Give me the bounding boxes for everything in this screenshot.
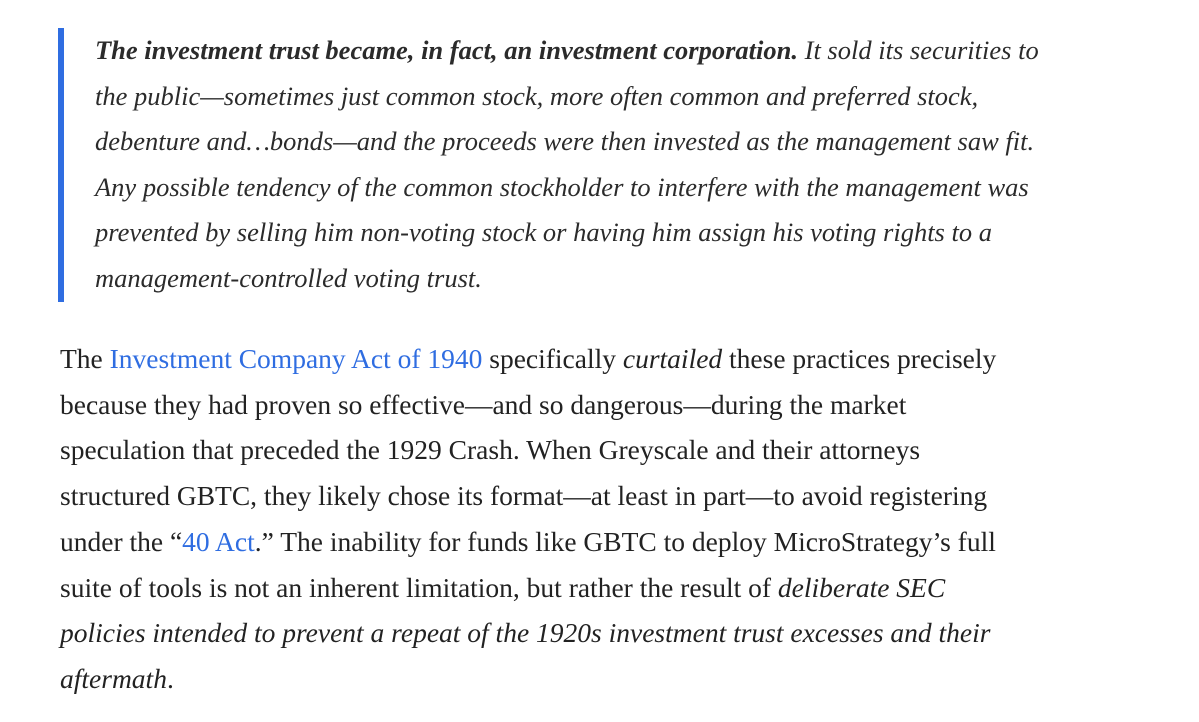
quote-bold-lead: The investment trust became, in fact, an investment corporation. (95, 35, 798, 65)
quote-line-4: Any possible tendency of the common stockholder to interfere with the management was (95, 171, 1029, 202)
para-line-5 (60, 519, 1170, 565)
quote-line-6: management-controlled voting trust. (95, 262, 482, 293)
para-line-6 (60, 565, 1170, 611)
para-text: . (166, 662, 174, 694)
para-line-7 (60, 610, 1170, 656)
blockquote (58, 28, 1168, 302)
quote-line-3: debenture and…bonds—and the proceeds were then invested as the management saw fit. (95, 126, 1035, 156)
para-emphasis: curtailed (622, 343, 723, 374)
para-line-8 (60, 656, 1170, 702)
quote-line-1 (95, 28, 1175, 74)
para-line-4: structured GBTC, they likely chose its format—at least in part—to avoid registering (60, 480, 988, 512)
blockquote-text (95, 28, 1175, 301)
quote-line-2: the public—sometimes just common stock, more often common and preferred stock, (95, 80, 979, 111)
para-text: specifically (482, 343, 623, 374)
para-emphasis: aftermath (60, 662, 167, 694)
quote-line-5: prevented by selling him non-voting stock or having him assign his voting rights to a (95, 217, 992, 247)
para-text: The (60, 343, 110, 374)
para-line-3: speculation that preceded the 1929 Crash. When Greyscale and their attorneys (60, 434, 921, 466)
para-text: .” The inability for funds like GBTC to deploy MicroStrategy’s full (254, 525, 996, 557)
investment-company-act-link[interactable]: Investment Company Act of 1940 (109, 343, 483, 374)
para-text: these practices precisely (722, 343, 997, 374)
para-text: under the “ (60, 525, 183, 557)
para-text: suite of tools is not an inherent limitation, but rather the result of (60, 571, 778, 603)
quote-line-1-rest: It sold its securities to (798, 35, 1039, 65)
para-line-1 (60, 336, 1170, 382)
forty-act-link[interactable]: 40 Act (182, 525, 255, 557)
para-emphasis: policies intended to prevent a repeat of the 1920s investment trust excesses and their (60, 617, 991, 649)
body-paragraph (60, 336, 1170, 702)
para-emphasis: deliberate SEC (777, 571, 946, 603)
blockquote-bar (58, 28, 64, 302)
para-line-2: because they had proven so effective—and so dangerous—during the market (60, 388, 907, 420)
